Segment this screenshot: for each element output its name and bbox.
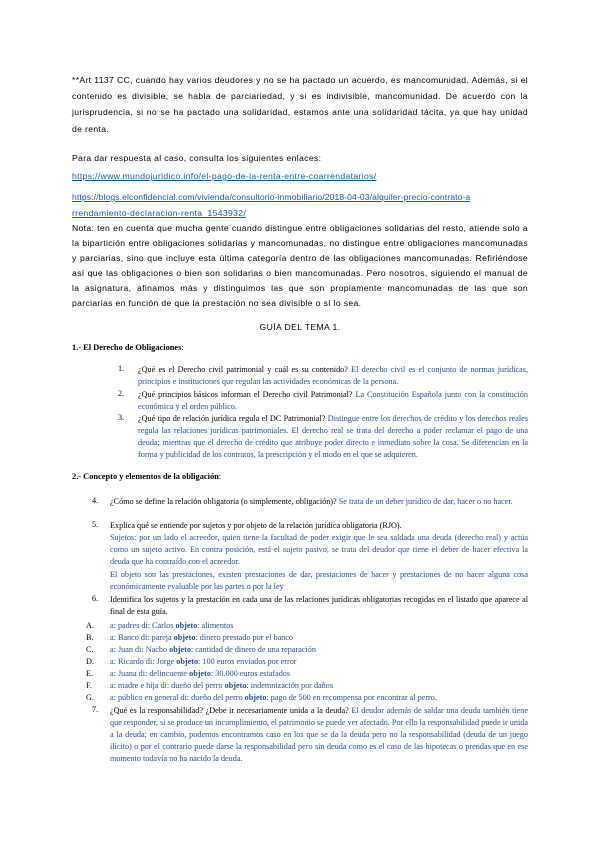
sub-b-parties: a: Banco di: pareja [110,633,174,642]
link-mundojuridico[interactable]: https://www.mundojuridico.info/el-pago-de-la-renta-entre-coarrendatarios/ [72,171,377,181]
item1-answer: El derecho civil es el conjunto de normas jurídicas, principios e instituciones que regulan las actividades económicas de la persona. [138,365,528,387]
sub-d-letter: D. [86,657,94,666]
sub-g-parties: a: público en general di: dueño del perro [110,693,245,702]
item4-question: ¿Cómo se define la relación obligatoria (o simplemente, obligación)? [110,497,337,506]
sub-d-object: : 100 euros enviados por error [198,657,297,666]
item7 [110,705,528,765]
sub-e-letter: E. [86,669,94,678]
sub-g-object: : pago de 500 en recompensa por encontrar al perro. [266,693,437,702]
sub-a-object: : alimentos [197,621,234,630]
item4-number: 4. [92,496,99,505]
sub-g [110,692,437,703]
sub-b-object-label: objeto [173,633,196,642]
sub-e [110,668,290,679]
item5-answer-object: El objeto son las prestaciones, existen prestaciones de dar, prestaciones de hacer y prestaciones de no hacer alguna cosa económicamente evaluable por las partes o por la ley [110,570,528,592]
sub-f-object-label: objeto [224,681,247,690]
item1-question: ¿Qué es el Derecho civil patrimonial y cuál es su contenido? [138,365,348,374]
sub-d-parties: a: Ricardo di: Jorge [110,657,177,666]
item3-question: ¿Qué tipo de relación jurídica regula el DC Patrimonial? [138,414,326,423]
sub-d [110,656,297,667]
sub-a-letter: A. [86,621,94,630]
section1-title-text: 1.- El Derecho de Obligaciones [72,343,182,352]
sub-e-parties: a: Juana di: delincuente [110,669,190,678]
item1 [138,364,528,388]
sub-f-letter: F. [86,681,92,690]
sub-d-object-label: objeto [176,657,199,666]
section2-title-text: 2.- Concepto y elementos de la obligación [72,472,219,481]
item2-answer: La Constitución Española junto con la constitución económica y el orden público. [138,390,528,412]
section2-title [72,472,221,481]
sub-f-parties: a: madre e hija di: dueño del perro [110,681,225,690]
sub-c-object-label: objeto [169,645,191,654]
section1-title [72,343,184,352]
item7-answer: El deudor además de saldar una deuda también tiene que responder, si se produce un incumplimiento, el patrimonio se puede ver afectado. Por ello la responsabilidad puede ir unida a la deuda; en cambio, podemos encontramos caso en los que se da la deuda pero no la responsabilidad (deuda de un juego ilícito) o por el contrario puede darse la responsabilidad pero sin deuda como es el caso de las hipotecas o prendas que en ese momento todavía no ha nacido la deuda. [110,706,529,764]
sub-c-parties: a: Juan di: Nacho [110,645,170,654]
item7-number: 7. [92,705,99,714]
section1-colon: : [181,343,184,352]
item3 [138,413,528,461]
sub-a-object-label: objeto [175,621,198,630]
sub-b-object: : dinero prestado por el banco [195,633,294,642]
sub-c-object: : cantidad de dinero de una reparación [190,645,316,654]
sub-g-letter: G. [86,693,94,702]
sub-f-object: : indemnización por daños [246,681,334,690]
sub-e-object-label: objeto [189,669,211,678]
item7-question: ¿Qué es la responsabilidad? ¿Debe ir necesariamente unida a la deuda? [110,706,349,715]
item2 [138,389,528,413]
item4-answer: Se trata de un deber jurídico de dar, hacer o no hacer. [336,497,513,506]
item6-number: 6. [92,594,99,603]
art-1137-note: **Art 1137 CC, cuando hay varios deudores y no se ha pactado un acuerdo, es mancomunidad. Además, si el contenido es divisible, se habla de parciariedad, y si es indivisible, mancomunidad. De acuerdo con la jurisprudencia, si no se ha pactado una solidaridad, estamos ante una solidaridad tácita, ya que hay unidad de renta. [72,75,528,134]
sub-g-object-label: objeto [244,693,267,702]
sub-c [110,644,316,655]
item4 [110,496,528,508]
links-intro: Para dar respuesta al caso, consulta los siguientes enlaces: [72,153,322,163]
sub-f [110,680,333,691]
nota-paragraph: Nota: ten en cuenta que mucha gente cuando distingue entre obligaciones solidarias del resto, atiende solo a la bipartición entre obligaciones solidarias y mancomunadas, no distingue entre obligaciones mancomunadas y parciarias, sino que incluye esta última categoría dentro de las obligaciones mancomunadas. Refiriéndose así que las obligaciones o bien son solidarias o bien mancomunadas. Pero nosotros, siguiendo el manual de la asignatura, afinamos más y distinguimos las que son propiamente mancomunadas de las que son parciarias en función de que la prestación no sea divisible o sí lo sea. [72,223,528,309]
sub-b [110,632,293,643]
item3-answer: Distingue entre los derechos de crédito y los derechos reales regula las relaciones jurídicas patrimoniales. El derecho real se trata del derecho a poder reclamar el pago de una deuda; mientras que el derecho de crédito que atribuye poder directo e inmediato sobre la cosa. Se diferencian en la forma y publicidad de los contratos, la prescripción y el modo en el que se adquieren. [138,414,529,460]
item1-number: 1. [118,364,125,373]
sub-b-letter: B. [86,633,94,642]
guide-title: GUÍA DEL TEMA 1. [259,322,341,332]
sub-a-parties: a: padres di: Carlos [110,621,176,630]
link-elconfidencial-line2[interactable]: rrendamiento-declaracion-renta_1543932/ [72,208,247,218]
sub-a [110,620,233,631]
item5-answer-subjects: Sujetos: por un lado el acreedor, quien tiene la facultad de poder exigir que le sea saldada una deuda (derecho real) y actúa como un sujeto activo. En contra posición, está el sujeto pasivo, se trata del deudor que tiene el deber de hacer efectiva la deuda que ha contraído con el acreedor. [110,533,528,567]
item2-question: ¿Qué principios básicos informan el Derecho civil Patrimonial? [138,390,353,399]
item6-question: Identifica los sujetos y la prestación en cada una de las relaciones jurídicas obligatorias recogidas en el listado que aparece al final de esta guía. [110,595,528,617]
sub-c-letter: C. [86,645,94,654]
section2-colon: : [218,472,222,481]
sub-e-object: : 30.000 euros estafados [210,669,291,678]
link-elconfidencial-line1[interactable]: https://blogs.elconfidencial.com/vivienda/consultorio-inmobiliario/2018-04-03/alquiler-precio-contrato-a [72,192,471,202]
item5-number: 5. [92,520,99,529]
item2-number: 2. [118,389,125,398]
item5-question: Explica qué se entiende por sujetos y por objeto de la relación jurídica obligatoria (RJO). [110,521,402,530]
item3-number: 3. [118,413,125,422]
